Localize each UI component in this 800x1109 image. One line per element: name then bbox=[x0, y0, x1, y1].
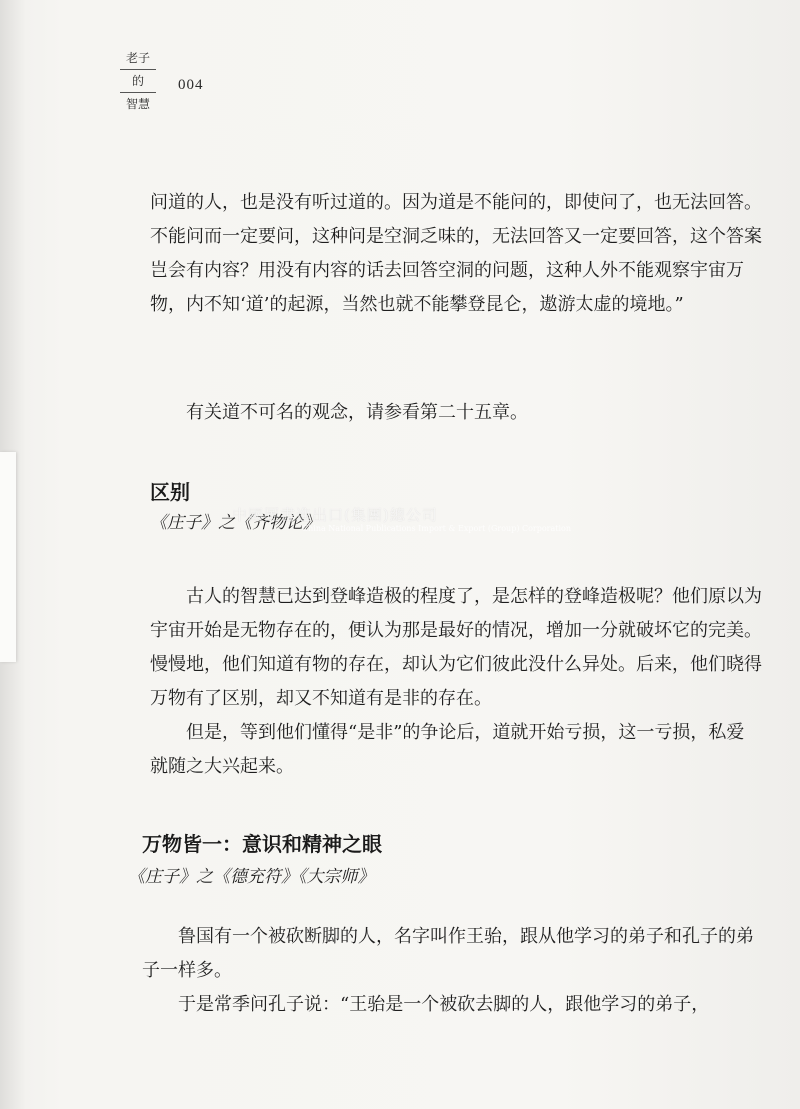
section-source: 《庄子》之《德充符》《大宗师》 bbox=[128, 867, 375, 887]
running-head-divider bbox=[120, 69, 156, 70]
running-head-line-3: 智慧 bbox=[125, 97, 150, 111]
section-body bbox=[142, 920, 762, 1022]
running-head-divider bbox=[120, 92, 156, 93]
watermark-stamp-subtitle: China National Publications Import & Export (Group) Corporation bbox=[302, 524, 572, 533]
body-paragraph bbox=[150, 186, 762, 322]
paragraph-text: 但是，等到他们懂得“是非”的争论后，道就开始亏损，这一亏损，私爱就随之大兴起来。 bbox=[150, 722, 745, 777]
running-head-line-2: 的 bbox=[131, 74, 144, 88]
running-head-line-1: 老子 bbox=[125, 51, 150, 65]
paragraph-text: 有关道不可名的观念，请参看第二十五章。 bbox=[186, 402, 528, 423]
section-body bbox=[150, 580, 762, 784]
paragraph-text: 于是常季问孔子说：“王骀是一个被砍去脚的人，跟他学习的弟子， bbox=[178, 994, 710, 1015]
page-number: 004 bbox=[178, 77, 204, 93]
paragraph-text: 鲁国有一个被砍断脚的人，名字叫作王骀，跟从他学习的弟子和孔子的弟子一样多。 bbox=[142, 926, 754, 981]
paper-slip bbox=[0, 452, 16, 662]
section-heading: 万物皆一：意识和精神之眼 bbox=[142, 832, 382, 856]
watermark-stamp: 中國圖書進出口(集團)總公司 bbox=[232, 506, 438, 524]
section-source: 《庄子》之《齐物论》 bbox=[150, 513, 320, 533]
paragraph-text: 问道的人，也是没有听过道的。因为道是不能问的，即使问了，也无法回答。不能问而一定要问，这种问是空洞乏味的，无法回答又一定要回答，这个答案岂会有内容？用没有内容的话去回答空洞的问题，这种人外不能观察宇宙万物，内不知‘道’的起源，当然也就不能攀登昆仑，遨游太虚的境地。” bbox=[150, 192, 762, 315]
body-paragraph bbox=[150, 396, 762, 430]
running-head bbox=[118, 48, 158, 114]
paragraph-text: 古人的智慧已达到登峰造极的程度了，是怎样的登峰造极呢？他们原以为宇宙开始是无物存在的，便认为那是最好的情况，增加一分就破坏它的完美。慢慢地，他们知道有物的存在，却认为它们彼此没什么异处。后来，他们晓得万物有了区别，却又不知道有是非的存在。 bbox=[150, 586, 762, 709]
section-heading: 区别 bbox=[150, 480, 190, 504]
